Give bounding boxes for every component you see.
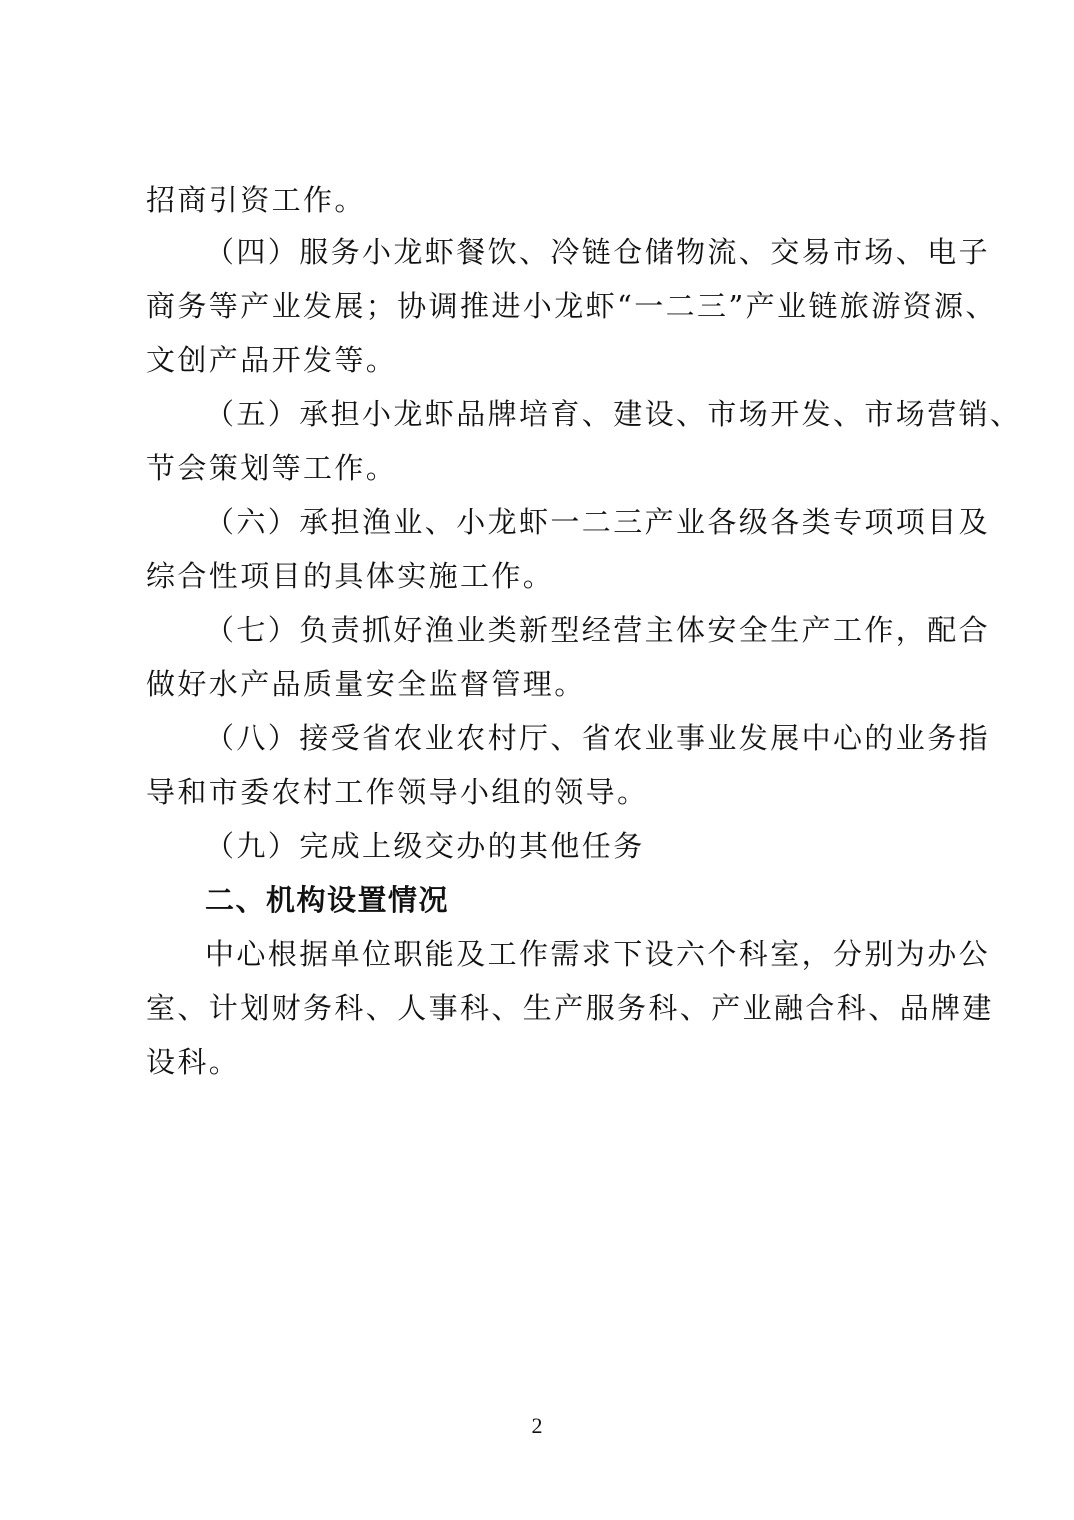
item-five-line-2: 节会策划等工作。 xyxy=(146,451,398,485)
org-paragraph-line-1: 中心根据单位职能及工作需求下设六个科室，分别为办公 xyxy=(205,937,991,971)
text-line-1: 招商引资工作。 xyxy=(146,183,366,217)
item-seven-line-1: （七）负责抓好渔业类新型经营主体安全生产工作，配合 xyxy=(205,613,991,647)
item-four-line-3: 文创产品开发等。 xyxy=(146,343,398,377)
item-nine-line-1: （九）完成上级交办的其他任务 xyxy=(205,829,645,863)
item-eight-line-2: 导和市委农村工作领导小组的领导。 xyxy=(146,775,649,809)
section-heading: 二、机构设置情况 xyxy=(205,883,450,917)
item-six-line-2: 综合性项目的具体实施工作。 xyxy=(146,559,555,593)
org-paragraph-line-2: 室、计划财务科、人事科、生产服务科、产业融合科、品牌建 xyxy=(146,991,994,1025)
item-four-line-2: 商务等产业发展；协调推进小龙虾“一二三”产业链旅游资源、 xyxy=(146,289,997,323)
item-eight-line-1: （八）接受省农业农村厅、省农业事业发展中心的业务指 xyxy=(205,721,991,755)
item-four-line-1: （四）服务小龙虾餐饮、冷链仓储物流、交易市场、电子 xyxy=(205,235,991,269)
item-seven-line-2: 做好水产品质量安全监督管理。 xyxy=(146,667,586,701)
page-number: 2 xyxy=(531,1413,543,1438)
item-five-line-1: （五）承担小龙虾品牌培育、建设、市场开发、市场营销、 xyxy=(205,397,1022,431)
item-six-line-1: （六）承担渔业、小龙虾一二三产业各级各类专项项目及 xyxy=(205,505,991,539)
org-paragraph-line-3: 设科。 xyxy=(146,1045,241,1079)
